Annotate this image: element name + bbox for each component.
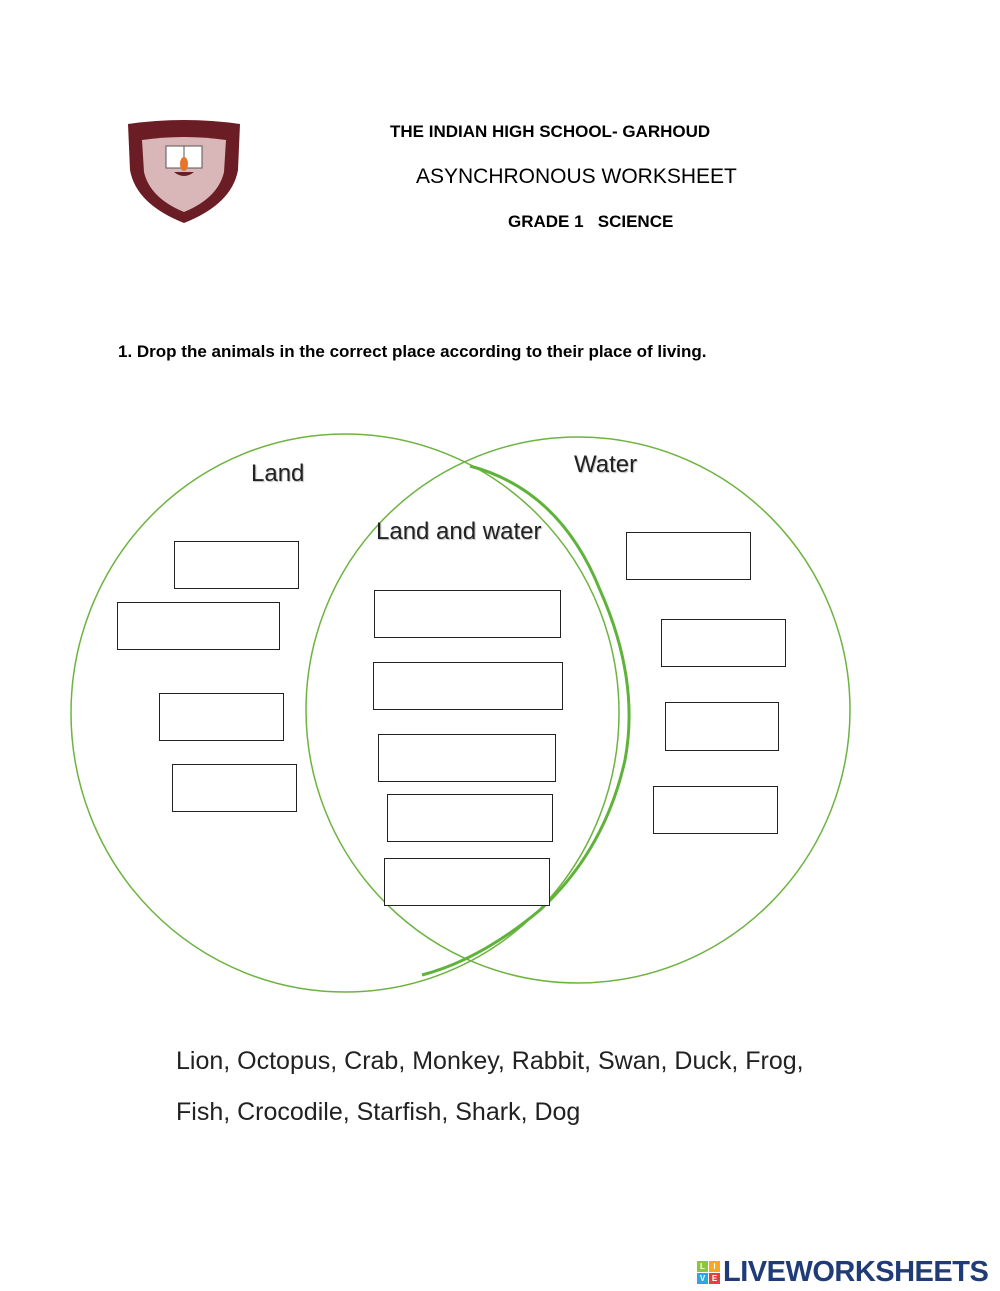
- liveworksheets-cube-icon: [697, 1261, 720, 1284]
- land-and-water-drop-box[interactable]: [378, 734, 556, 782]
- school-name: THE INDIAN HIGH SCHOOL- GARHOUD: [390, 122, 711, 141]
- word-bank-line-2: Fish, Crocodile, Starfish, Shark, Dog: [176, 1098, 581, 1126]
- water-drop-box[interactable]: [665, 702, 779, 751]
- word-bank-line-1: Lion, Octopus, Crab, Monkey, Rabbit, Swan, Duck, Frog,: [176, 1047, 804, 1075]
- land-drop-box[interactable]: [174, 541, 299, 589]
- land-drop-box[interactable]: [159, 693, 284, 741]
- land-and-water-drop-box[interactable]: [374, 590, 561, 638]
- land-and-water-drop-box[interactable]: [384, 858, 550, 906]
- question-text: 1. Drop the animals in the correct place according to their place of living.: [118, 342, 707, 361]
- cube-letter: I: [709, 1261, 720, 1272]
- land-and-water-drop-box[interactable]: [373, 662, 563, 710]
- land-label: Land: [251, 460, 305, 487]
- water-drop-box[interactable]: [626, 532, 751, 580]
- grade-subject: GRADE 1 SCIENCE: [508, 212, 674, 231]
- land-and-water-label: Land and water: [376, 518, 542, 545]
- liveworksheets-brand: LIVEWORKSHEETS: [723, 1256, 989, 1288]
- water-label: Water: [574, 451, 638, 478]
- liveworksheets-logo: [697, 1256, 988, 1289]
- land-and-water-drop-box[interactable]: [387, 794, 553, 842]
- cube-letter: E: [709, 1273, 720, 1284]
- cube-letter: V: [697, 1273, 708, 1284]
- land-drop-box[interactable]: [172, 764, 297, 812]
- worksheet-title: ASYNCHRONOUS WORKSHEET: [416, 165, 737, 188]
- water-drop-box[interactable]: [661, 619, 786, 667]
- cube-letter: L: [697, 1261, 708, 1272]
- water-drop-box[interactable]: [653, 786, 778, 834]
- land-drop-box[interactable]: [117, 602, 280, 650]
